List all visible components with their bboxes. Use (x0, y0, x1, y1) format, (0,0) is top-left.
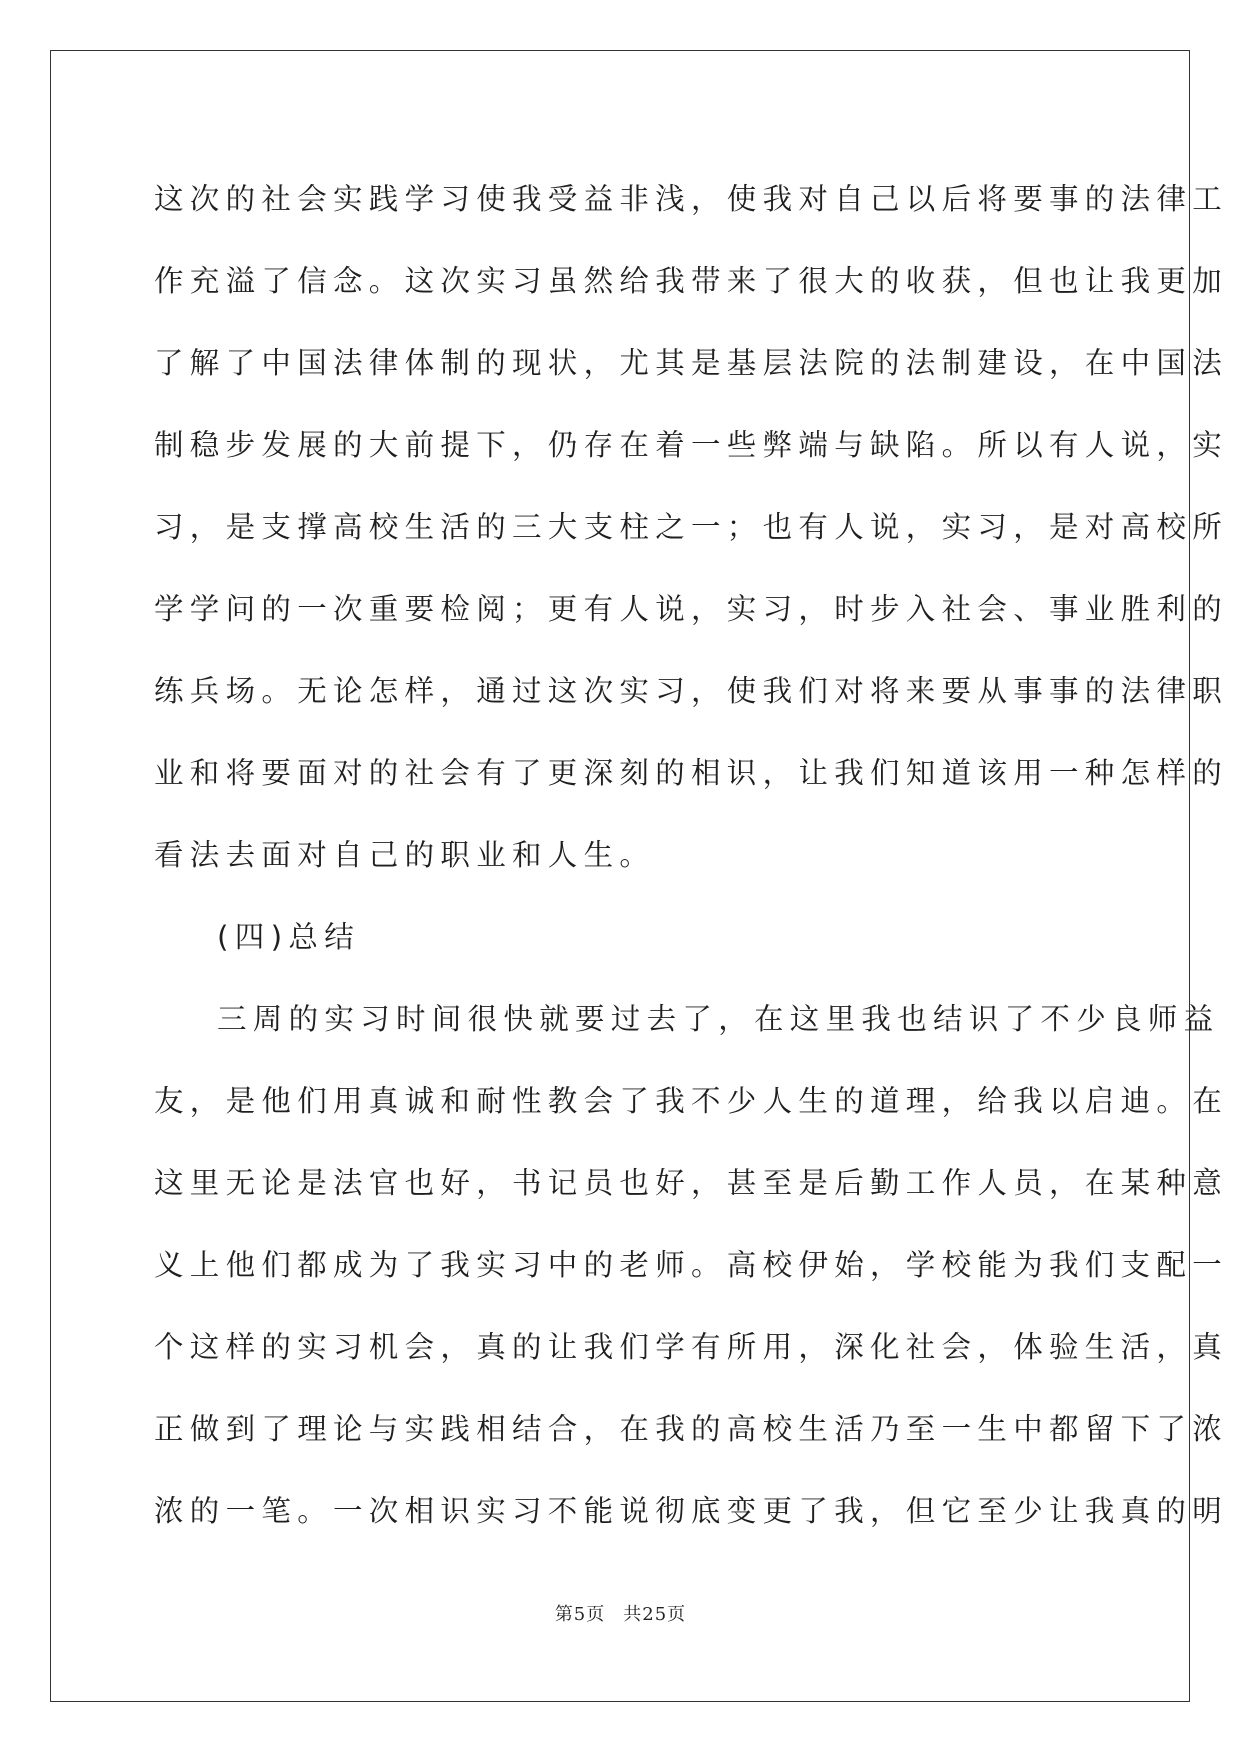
text-line: 学学问的一次重要检阅；更有人说，实习，时步入社会、事业胜利的 (154, 592, 1229, 626)
text-line: 义上他们都成为了我实习中的老师。高校伊始，学校能为我们支配一 (154, 1248, 1229, 1282)
page-footer (0, 1600, 1241, 1626)
text-line: 浓的一笔。一次相识实习不能说彻底变更了我，但它至少让我真的明 (154, 1494, 1229, 1528)
page-number-total: 共25页 (623, 1604, 687, 1625)
text-line: 这里无论是法官也好，书记员也好，甚至是后勤工作人员，在某种意 (154, 1166, 1229, 1200)
document-body (154, 158, 1229, 1552)
text-line: 友，是他们用真诚和耐性教会了我不少人生的道理，给我以启迪。在 (154, 1084, 1229, 1118)
text-line: 制稳步发展的大前提下，仍存在着一些弊端与缺陷。所以有人说，实 (154, 428, 1229, 462)
text-line: 了解了中国法律体制的现状，尤其是基层法院的法制建设，在中国法 (154, 346, 1229, 380)
text-line: 业和将要面对的社会有了更深刻的相识，让我们知道该用一种怎样的 (154, 756, 1229, 790)
text-line: 看法去面对自己的职业和人生。 (154, 838, 656, 872)
section-heading: (四)总结 (217, 920, 361, 954)
page-number-current: 第5页 (554, 1604, 606, 1625)
text-line: 作充溢了信念。这次实习虽然给我带来了很大的收获，但也让我更加 (154, 264, 1229, 298)
text-line: 正做到了理论与实践相结合，在我的高校生活乃至一生中都留下了浓 (154, 1412, 1229, 1446)
text-line: 练兵场。无论怎样，通过这次实习，使我们对将来要从事事的法律职 (154, 674, 1229, 708)
text-line: 这次的社会实践学习使我受益非浅，使我对自己以后将要事的法律工 (154, 182, 1229, 216)
text-line: 三周的实习时间很快就要过去了，在这里我也结识了不少良师益 (217, 1002, 1220, 1036)
text-line: 个这样的实习机会，真的让我们学有所用，深化社会，体验生活，真 (154, 1330, 1229, 1364)
text-line: 习，是支撑高校生活的三大支柱之一；也有人说，实习，是对高校所 (154, 510, 1229, 544)
